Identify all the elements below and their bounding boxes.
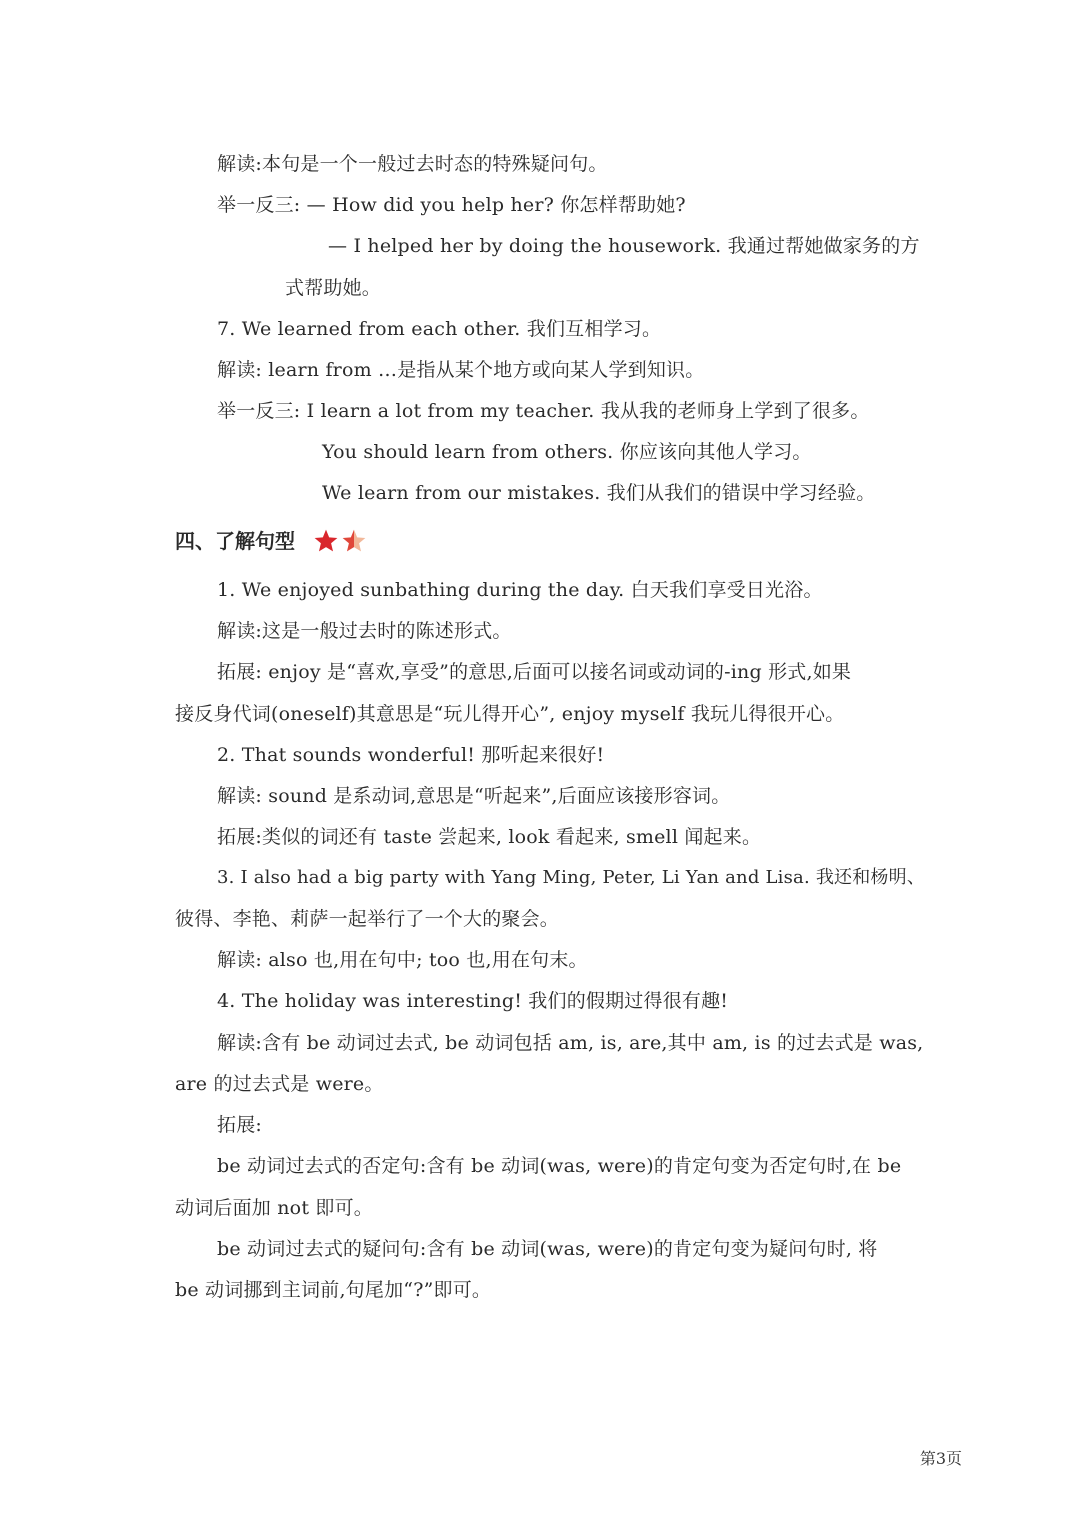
text-line: be 动词过去式的否定句:含有 be 动词(was, were)的肯定句变为否定句时,在 be (217, 1155, 902, 1177)
text-line: We learn from our mistakes. 我们从我们的错误中学习经验。 (322, 482, 876, 504)
text-line: 解读: also 也,用在句中; too 也,用在句末。 (217, 949, 588, 971)
section-heading-text: 四、了解句型 (175, 529, 295, 553)
text-line: — I helped her by doing the housework. 我通过帮她做家务的方 (328, 235, 920, 257)
text-line: 解读:这是一般过去时的陈述形式。 (217, 620, 512, 642)
text-line: 动词后面加 not 即可。 (175, 1197, 373, 1219)
text-line: be 动词过去式的疑问句:含有 be 动词(was, were)的肯定句变为疑问句时, 将 (217, 1238, 878, 1260)
text-line: 拓展:类似的词还有 taste 尝起来, look 看起来, smell 闻起来。 (217, 826, 762, 848)
text-line: 解读:本句是一个一般过去时态的特殊疑问句。 (217, 153, 608, 175)
text-line: 接反身代词(oneself)其意思是“玩儿得开心”, enjoy myself 我玩儿得很开心。 (175, 703, 845, 725)
text-line: 拓展: enjoy 是“喜欢,享受”的意思,后面可以接名词或动词的-ing 形式,如果 (217, 661, 852, 683)
text-line: 式帮助她。 (285, 277, 382, 299)
text-line: 7. We learned from each other. 我们互相学习。 (217, 318, 662, 340)
text-line: are 的过去式是 were。 (175, 1073, 384, 1095)
section-heading (175, 527, 367, 555)
text-line: 解读:含有 be 动词过去式, be 动词包括 am, is, are,其中 am, is 的过去式是 was, (217, 1032, 924, 1054)
text-line: 1. We enjoyed sunbathing during the day. 白天我们享受日光浴。 (217, 579, 823, 601)
rating-stars (313, 528, 367, 554)
text-line: 举一反三: — How did you help her? 你怎样帮助她? (217, 194, 686, 216)
text-line: You should learn from others. 你应该向其他人学习。 (322, 441, 812, 463)
text-line: 举一反三: I learn a lot from my teacher. 我从我的老师身上学到了很多。 (217, 400, 870, 422)
half-star-icon (341, 528, 367, 554)
text-line: 彼得、李艳、莉萨一起举行了一个大的聚会。 (175, 908, 560, 930)
page-number: 第3页 (919, 1449, 962, 1468)
text-line: 2. That sounds wonderful! 那听起来很好! (217, 744, 605, 766)
text-line: 解读: learn from …是指从某个地方或向某人学到知识。 (217, 359, 705, 381)
star-icon (313, 528, 339, 554)
text-line: 3. I also had a big party with Yang Ming, Peter, Li Yan and Lisa. 我还和杨明、 (217, 867, 926, 888)
text-line: 4. The holiday was interesting! 我们的假期过得很有趣! (217, 990, 729, 1012)
text-line: 拓展: (217, 1114, 263, 1136)
text-line: be 动词挪到主词前,句尾加“?”即可。 (175, 1279, 492, 1301)
text-line: 解读: sound 是系动词,意思是“听起来”,后面应该接形容词。 (217, 785, 731, 807)
